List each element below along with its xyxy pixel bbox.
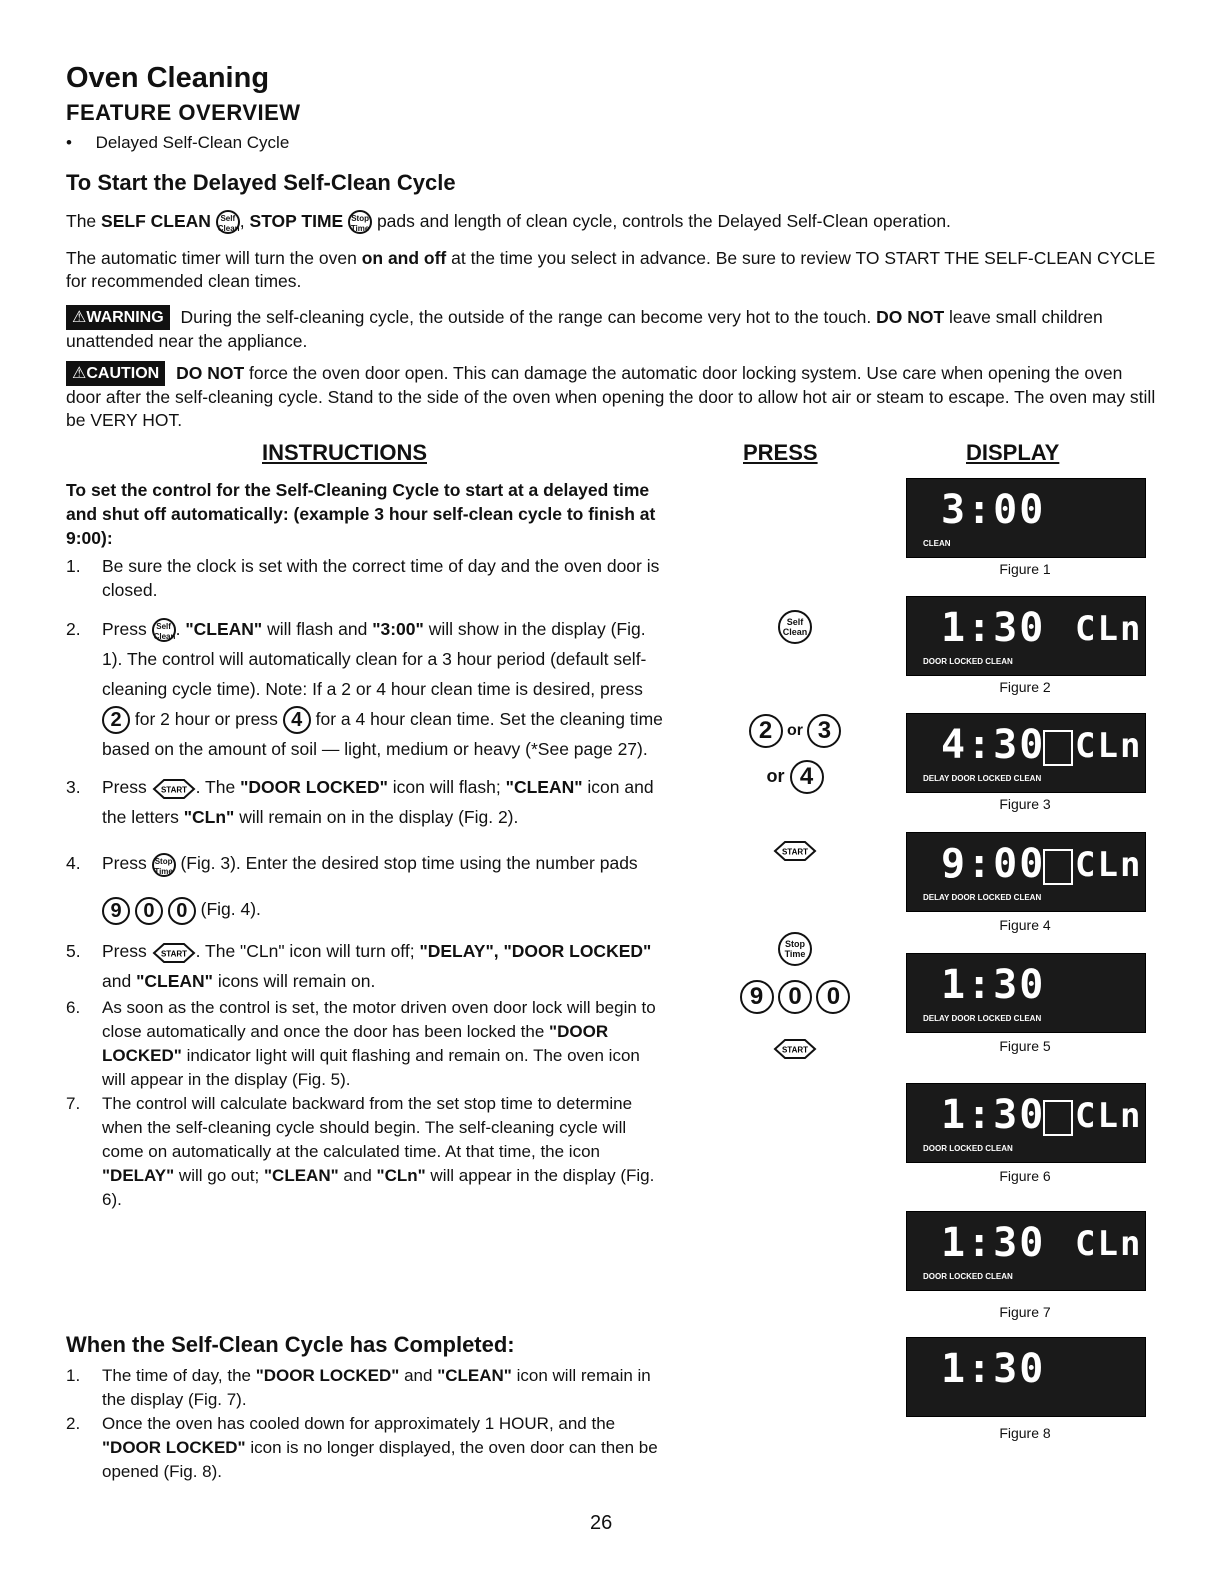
oven-icon bbox=[1043, 1100, 1073, 1136]
display-time: 1:30 bbox=[941, 1220, 1046, 1266]
display-time: 4:30 bbox=[941, 722, 1046, 768]
number-2-pad-icon: 2 bbox=[102, 706, 130, 734]
display-cln: CLn bbox=[1075, 1096, 1143, 1136]
figure-caption: Figure 2 bbox=[999, 679, 1051, 695]
caution-badge: ⚠CAUTION bbox=[66, 361, 165, 386]
step-6: 6. As soon as the control is set, the motor driven oven door lock will begin to close automatically and once the door has been locked the "DOOR LOCKED" indicator light will quit flashing and remain on. The oven icon will appear in the display (Fig. 5). bbox=[66, 998, 656, 1090]
completed-steps bbox=[66, 1364, 666, 1484]
display-figure-8 bbox=[906, 1337, 1146, 1417]
instructions-column-heading: INSTRUCTIONS bbox=[262, 440, 427, 465]
press-2-or-3: 2 or 3 bbox=[730, 714, 860, 748]
number-9-pad-icon: 9 bbox=[740, 980, 774, 1014]
step-1: 1. Be sure the clock is set with the correct time of day and the oven door is closed. bbox=[66, 556, 660, 600]
display-time: 1:30 bbox=[941, 962, 1046, 1008]
display-time: 1:30 bbox=[941, 1346, 1046, 1392]
display-time: 1:30 bbox=[941, 605, 1046, 651]
svg-text:START: START bbox=[160, 949, 187, 959]
start-pad-icon bbox=[773, 1038, 817, 1060]
self-clean-pad-icon: Self Clean bbox=[216, 210, 240, 234]
stop-time-pad-icon: Stop Time bbox=[778, 932, 812, 966]
press-column-heading: PRESS bbox=[743, 440, 818, 465]
page-title: Oven Cleaning bbox=[66, 62, 270, 94]
display-time: 1:30 bbox=[941, 1092, 1046, 1138]
display-figure-6 bbox=[906, 1083, 1146, 1163]
start-heading: To Start the Delayed Self-Clean Cycle bbox=[66, 170, 456, 195]
start-pad-icon bbox=[152, 778, 196, 800]
display-cln: CLn bbox=[1075, 845, 1143, 885]
display-figure-1 bbox=[906, 478, 1146, 558]
self-clean-pad-icon: Self Clean bbox=[778, 610, 812, 644]
number-4-pad-icon: 4 bbox=[283, 706, 311, 734]
number-9-pad-icon: 9 bbox=[102, 897, 130, 925]
caution-paragraph: ⚠CAUTION DO NOT force the oven door open. This can damage the automatic door locking system. Use care when opening the oven door after the self-cleaning cycle. Stand to the side of the oven when opening the door to allow hot air or steam to escape. The oven may still be VERY HOT. bbox=[66, 363, 1156, 430]
display-indicator-labels: DELAY DOOR LOCKED CLEAN bbox=[923, 774, 1042, 783]
number-0-pad-icon: 0 bbox=[816, 980, 850, 1014]
timer-paragraph: The automatic timer will turn the oven on and off at the time you select in advance. Be sure to review TO START THE SELF-CLEAN CYCLE for recommended clean times. bbox=[66, 248, 1156, 291]
step-4: 4. Press Stop Time (Fig. 3). Enter the desired stop time using the number pads 9 0 0 (Fig. 4). bbox=[66, 840, 666, 932]
step-7: 7. The control will calculate backward from the set stop time to determine when the self-cleaning cycle should begin. The self-cleaning cycle will come on automatically at the calculated time. At that time, the icon "DELAY" will go out; "CLEAN" and "CLn" will appear in the display (Fig. 6). bbox=[66, 1094, 655, 1210]
figure-caption: Figure 3 bbox=[999, 796, 1051, 812]
display-time: 3:00 bbox=[941, 487, 1046, 533]
number-0-pad-icon: 0 bbox=[778, 980, 812, 1014]
warning-badge: ⚠WARNING bbox=[66, 305, 170, 330]
display-figure-5 bbox=[906, 953, 1146, 1033]
press-start-1 bbox=[730, 840, 860, 862]
press-900 bbox=[730, 980, 860, 1014]
intro-paragraph: The SELF CLEAN Self Clean, STOP TIME Stop Time pads and length of clean cycle, controls the Delayed Self-Clean operation. bbox=[66, 211, 951, 234]
figure-caption: Figure 7 bbox=[999, 1304, 1051, 1320]
step-2: 2. Press Self Clean. "CLEAN" will flash and "3:00" will show in the display (Fig. 1). The control will automatically clean for a 3 hour period (default self-cleaning cycle time). Note: If a 2 or 4 hour clean time is desired, press 2 for 2 hour or press 4 for a 4 hour clean time. Set the cleaning time based on the amount of soil — light, medium or heavy (*See page 27). bbox=[66, 619, 663, 760]
display-indicator-labels: DELAY DOOR LOCKED CLEAN bbox=[923, 1014, 1042, 1023]
display-indicator-labels: DOOR LOCKED CLEAN bbox=[923, 1272, 1013, 1281]
number-3-pad-icon: 3 bbox=[807, 714, 841, 748]
svg-text:START: START bbox=[160, 785, 187, 795]
completed-heading: When the Self-Clean Cycle has Completed: bbox=[66, 1332, 515, 1357]
step-3: 3. Press START . The "DOOR LOCKED" icon will flash; "CLEAN" icon and the letters "CLn" will remain on in the display (Fig. 2). bbox=[66, 777, 654, 828]
feature-bullet: • Delayed Self-Clean Cycle bbox=[66, 133, 290, 152]
display-column-heading: DISPLAY bbox=[966, 440, 1060, 465]
warning-paragraph: ⚠WARNING During the self-cleaning cycle, the outside of the range can become very hot to the touch. DO NOT leave small children unattended near the appliance. bbox=[66, 307, 1103, 351]
completed-step-2: 2. Once the oven has cooled down for approximately 1 HOUR, and the "DOOR LOCKED" icon is no longer displayed, the oven door can then be opened (Fig. 8). bbox=[66, 1414, 658, 1481]
figure-caption: Figure 6 bbox=[999, 1168, 1051, 1184]
step-5: 5. Press START . The "CLn" icon will turn off; "DELAY", "DOOR LOCKED" and "CLEAN" icons will remain on. bbox=[66, 941, 652, 992]
display-indicator-labels: DOOR LOCKED CLEAN bbox=[923, 1144, 1013, 1153]
oven-icon bbox=[1043, 849, 1073, 885]
display-cln: CLn bbox=[1075, 1224, 1143, 1264]
press-or-4: or 4 bbox=[730, 760, 860, 794]
display-time: 9:00 bbox=[941, 841, 1046, 887]
figure-caption: Figure 4 bbox=[999, 917, 1051, 933]
start-pad-icon bbox=[773, 840, 817, 862]
stop-time-pad-icon: Stop Time bbox=[348, 210, 372, 234]
start-pad-icon bbox=[152, 942, 196, 964]
number-0-pad-icon: 0 bbox=[168, 897, 196, 925]
number-0-pad-icon: 0 bbox=[135, 897, 163, 925]
figure-caption: Figure 8 bbox=[999, 1425, 1051, 1441]
display-cln: CLn bbox=[1075, 726, 1143, 766]
stop-time-pad-icon: Stop Time bbox=[152, 853, 176, 877]
page-number: 26 bbox=[590, 1512, 613, 1534]
press-self-clean bbox=[730, 610, 860, 644]
display-figure-3 bbox=[906, 713, 1146, 793]
feature-overview-heading: FEATURE OVERVIEW bbox=[66, 100, 301, 125]
self-clean-pad-icon: Self Clean bbox=[152, 618, 176, 642]
display-indicator-labels: CLEAN bbox=[923, 539, 951, 548]
completed-step-1: 1. The time of day, the "DOOR LOCKED" and "CLEAN" icon will remain in the display (Fig. 7). bbox=[66, 1366, 651, 1409]
number-4-pad-icon: 4 bbox=[790, 760, 824, 794]
press-stop-time bbox=[730, 932, 860, 966]
display-indicator-labels: DOOR LOCKED CLEAN bbox=[923, 657, 1013, 666]
oven-icon bbox=[1043, 730, 1073, 766]
display-figure-4 bbox=[906, 832, 1146, 912]
instructions-intro: To set the control for the Self-Cleaning Cycle to start at a delayed time and shut off automatically: (example 3 hour self-clean cycle to finish at 9:00): bbox=[66, 480, 656, 548]
svg-text:START: START bbox=[781, 1045, 809, 1055]
instruction-steps bbox=[66, 554, 666, 1212]
display-figure-7 bbox=[906, 1211, 1146, 1291]
number-2-pad-icon: 2 bbox=[749, 714, 783, 748]
press-start-2 bbox=[730, 1038, 860, 1060]
display-cln: CLn bbox=[1075, 609, 1143, 649]
figure-caption: Figure 1 bbox=[999, 561, 1051, 577]
svg-text:START: START bbox=[781, 847, 809, 857]
display-figure-2 bbox=[906, 596, 1146, 676]
figure-caption: Figure 5 bbox=[999, 1038, 1051, 1054]
display-indicator-labels: DELAY DOOR LOCKED CLEAN bbox=[923, 893, 1042, 902]
